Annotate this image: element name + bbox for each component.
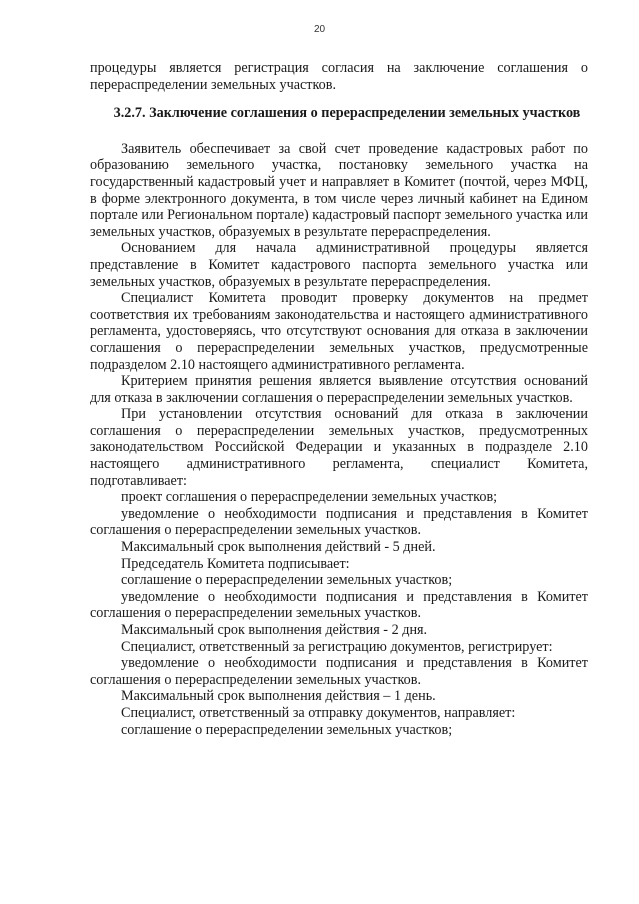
paragraph: Максимальный срок выполнения действия – 1 день. bbox=[121, 688, 436, 705]
document-body bbox=[90, 60, 588, 738]
list-item: соглашение о перераспределении земельных участков; bbox=[121, 572, 453, 589]
paragraph: Специалист Комитета проводит проверку документов на предмет соответствия их требованиям законодательства и настоящего административного регламента, удостоверяясь, что отсутствуют основания для отказа в заключении соглашения о перераспределении земельных участков, предусмотренные подразделом 2.10 настоящего административного регламента. bbox=[90, 290, 588, 373]
list-item: уведомление о необходимости подписания и представления в Комитет соглашения о перераспределении земельных участков. bbox=[90, 655, 588, 688]
paragraph: Председатель Комитета подписывает: bbox=[121, 555, 350, 572]
paragraph: Специалист, ответственный за отправку документов, направляет: bbox=[121, 704, 516, 721]
paragraph: Максимальный срок выполнения действия - 2 дня. bbox=[121, 622, 428, 638]
list-item: уведомление о необходимости подписания и представления в Комитет соглашения о перераспределении земельных участков. bbox=[90, 505, 588, 539]
page-number: 20 bbox=[313, 24, 326, 35]
paragraph: Специалист, ответственный за регистрацию документов, регистрирует: bbox=[121, 638, 553, 655]
list-item: уведомление о необходимости подписания и представления в Комитет соглашения о перераспределении земельных участков. bbox=[90, 588, 588, 622]
paragraph: Критерием принятия решения является выявление отсутствия оснований для отказа в заключении соглашения о перераспределении земельных участков. bbox=[90, 373, 588, 406]
paragraph: Заявитель обеспечивает за свой счет проведение кадастровых работ по образованию земельного участка, постановку земельного участка на государственный кадастровый учет и направляет в Комитет (почтой, через МФЦ, в форме электронного документа, в том числе через личный кабинет на Едином портале или Региональном портале) кадастровый паспорт земельного участка или земельных участков, образуемых в результате перераспределения. bbox=[90, 140, 588, 240]
paragraph: При установлении отсутствия оснований для отказа в заключении соглашения о перераспределении земельных участков, предусмотренных законодательством Российской Федерации и указанных в подразделе 2.10 настоящего административного регламента, специалист Комитета, подготавливает: bbox=[90, 406, 588, 489]
paragraph: Основанием для начала административной процедуры является представление в Комитет кадастрового паспорта земельного участка или земельных участков, образуемых в результате перераспределения. bbox=[90, 240, 588, 290]
list-item: соглашение о перераспределении земельных участков; bbox=[121, 721, 453, 738]
list-item: проект соглашения о перераспределении земельных участков; bbox=[121, 489, 498, 506]
intro-paragraph: процедуры является регистрация согласия на заключение соглашения о перераспределении земельных участков. bbox=[90, 60, 588, 93]
section-heading: 3.2.7. Заключение соглашения о перераспределении земельных участков bbox=[113, 105, 581, 122]
paragraph: Максимальный срок выполнения действий - 5 дней. bbox=[121, 539, 436, 556]
